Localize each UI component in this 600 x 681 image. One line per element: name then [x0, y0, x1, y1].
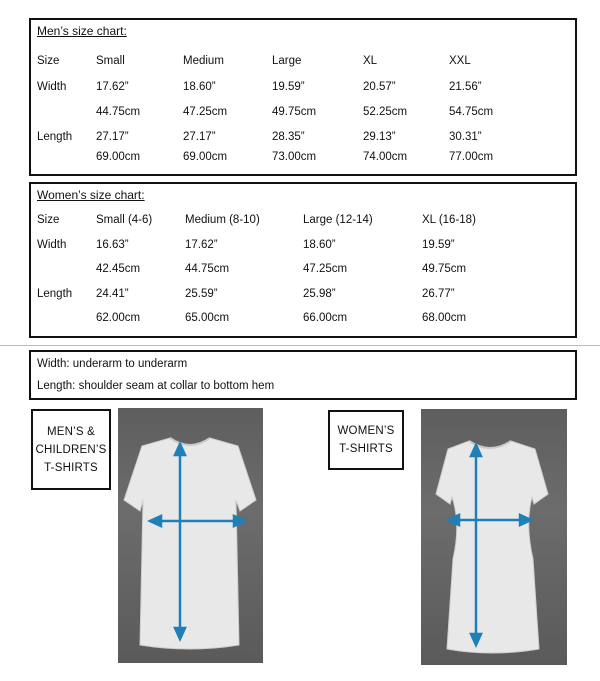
men-table-cell: 27.17”: [96, 131, 129, 143]
women-table-cell: 49.75cm: [422, 263, 467, 275]
men-table-cell: 52.25cm: [363, 106, 408, 118]
women-table-cell: 24.41”: [96, 288, 129, 300]
men-tshirt-shape: [124, 438, 256, 649]
men-header-cell: Large: [272, 55, 302, 67]
women-table-cell: 25.59”: [185, 288, 218, 300]
women-header-cell: XL (16-18): [422, 214, 476, 226]
men-label-line: CHILDREN’S: [35, 443, 107, 456]
women-table-cell: 17.62”: [185, 239, 218, 251]
men-table-cell: 73.00cm: [272, 151, 317, 163]
men-header-cell: Size: [37, 55, 60, 67]
men-table-cell: 47.25cm: [183, 106, 228, 118]
women-table-cell: 66.00cm: [303, 312, 348, 324]
men-table-cell: 77.00cm: [449, 151, 494, 163]
men-header-cell: Small: [96, 55, 125, 67]
women-table-cell: 18.60”: [303, 239, 336, 251]
women-table-cell: 19.59”: [422, 239, 455, 251]
women-table-cell: Length: [37, 288, 73, 300]
women-table-cell: 62.00cm: [96, 312, 141, 324]
men-table-cell: 30.31”: [449, 131, 482, 143]
men-table-cell: 54.75cm: [449, 106, 494, 118]
women-table-cell: 47.25cm: [303, 263, 348, 275]
women-table-cell: 44.75cm: [185, 263, 230, 275]
men-header-cell: Medium: [183, 55, 224, 67]
women-table-cell: Width: [37, 239, 67, 251]
women-header-cell: Small (4-6): [96, 214, 153, 226]
men-table-cell: 18.60”: [183, 81, 216, 93]
men-table-cell: 29.13”: [363, 131, 396, 143]
women-label-line: WOMEN’S: [337, 425, 395, 437]
men-tshirt-photo: [118, 408, 263, 663]
men-table-cell: 21.56”: [449, 81, 482, 93]
women-table-cell: 26.77”: [422, 288, 455, 300]
women-tshirt-photo: [421, 409, 567, 665]
women-header-cell: Size: [37, 214, 60, 226]
women-table-cell: 25.98”: [303, 288, 336, 300]
men-table-cell: 27.17”: [183, 131, 216, 143]
women-table-cell: 16.63”: [96, 239, 129, 251]
men-table-cell: 49.75cm: [272, 106, 317, 118]
men-header-cell: XXL: [449, 55, 471, 67]
women-chart-title: Women’s size chart:: [37, 188, 145, 202]
men-table-cell: Width: [37, 81, 67, 93]
measurement-notes: [29, 350, 577, 400]
women-table-cell: 42.45cm: [96, 263, 141, 275]
men-table-cell: 28.35”: [272, 131, 305, 143]
women-header-cell: Large (12-14): [303, 214, 373, 226]
women-label-line: T-SHIRTS: [339, 443, 393, 455]
men-label-line: MEN’S &: [46, 425, 96, 438]
men-table-cell: 20.57”: [363, 81, 396, 93]
men-table-cell: 19.59”: [272, 81, 305, 93]
men-table-cell: 44.75cm: [96, 106, 141, 118]
men-table-cell: Length: [37, 131, 73, 143]
women-tshirts-label: [328, 410, 404, 470]
women-size-chart: [29, 182, 577, 338]
men-size-chart: [29, 18, 577, 176]
women-table-cell: 68.00cm: [422, 312, 467, 324]
men-label-line: T-SHIRTS: [44, 461, 98, 474]
men-table-cell: 69.00cm: [183, 151, 228, 163]
women-header-cell: Medium (8-10): [185, 214, 260, 226]
men-tshirts-label: [31, 409, 111, 490]
women-table-cell: 65.00cm: [185, 312, 230, 324]
women-tshirt-shape: [436, 441, 548, 653]
men-chart-title: Men’s size chart:: [37, 24, 127, 38]
men-table-cell: 69.00cm: [96, 151, 141, 163]
width-note: Width: underarm to underarm: [37, 358, 188, 370]
divider-line: [0, 345, 600, 346]
men-table-cell: 17.62”: [96, 81, 129, 93]
men-header-cell: XL: [363, 55, 378, 67]
length-note: Length: shoulder seam at collar to bottom hem: [37, 380, 275, 392]
men-table-cell: 74.00cm: [363, 151, 408, 163]
